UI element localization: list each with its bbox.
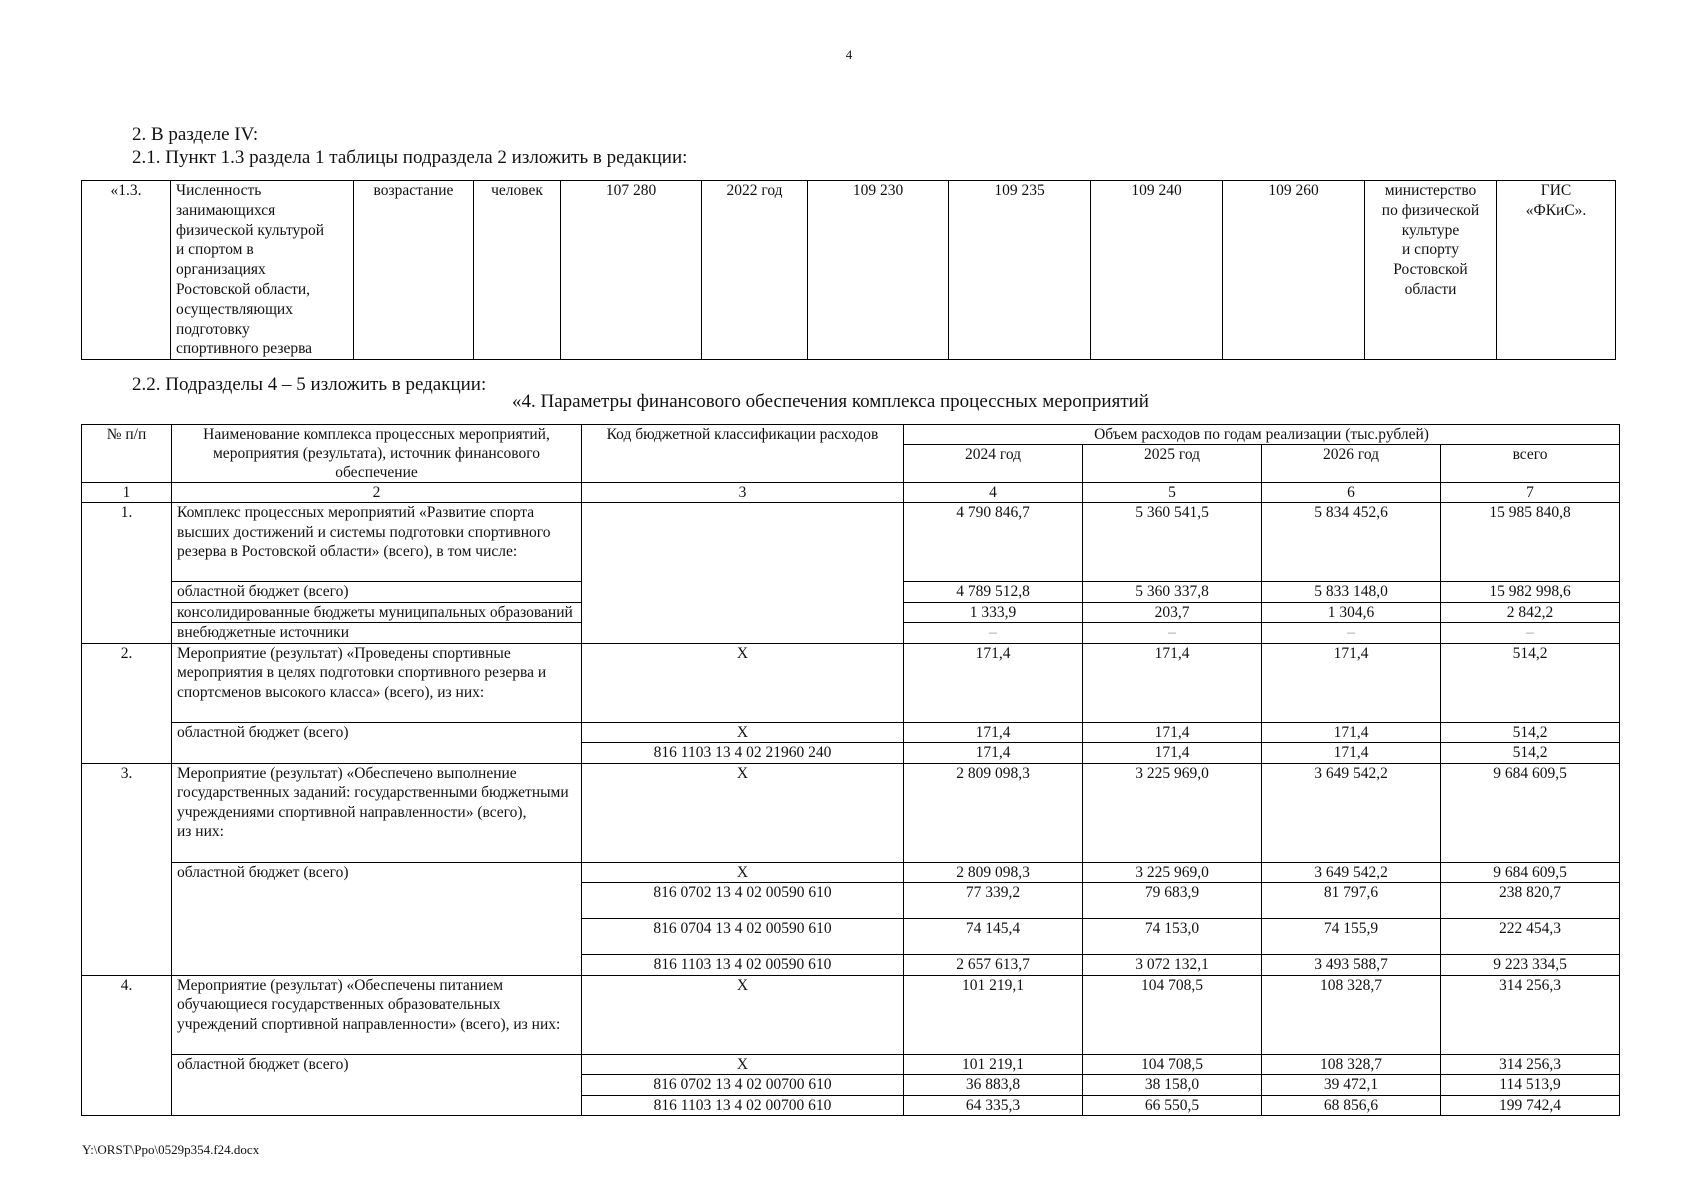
row-name: областной бюджет (всего) <box>172 862 582 975</box>
col-header-2025: 2025 год <box>1083 445 1262 483</box>
value-2026: 5 833 148,0 <box>1262 582 1441 603</box>
indicator-responsible: министерство по физической культуре и спорту Ростовской области <box>1365 181 1497 360</box>
row-name: областной бюджет (всего) <box>172 722 582 763</box>
value-2026: 74 155,9 <box>1262 919 1441 955</box>
indicator-base-year: 2022 год <box>702 181 808 360</box>
value-2025: 79 683,9 <box>1083 883 1262 919</box>
value-2024: 36 883,8 <box>904 1075 1083 1096</box>
value-2025: 3 225 969,0 <box>1083 862 1262 883</box>
value-2024: 77 339,2 <box>904 883 1083 919</box>
value-2025: 5 360 541,5 <box>1083 503 1262 582</box>
col-header-total: всего <box>1441 445 1620 483</box>
value-total: 15 985 840,8 <box>1441 503 1620 582</box>
financing-table <box>81 424 1620 1116</box>
row-code-empty <box>582 503 904 644</box>
row-name: Мероприятие (результат) «Проведены спортивные мероприятия в целях подготовки спортивного резерва и спортсменов высокого класса» (всего), из них: <box>172 643 582 722</box>
value-2024: 171,4 <box>904 722 1083 743</box>
value-total: 9 684 609,5 <box>1441 862 1620 883</box>
col-number: 2 <box>172 483 582 503</box>
row-code: 816 1103 13 4 02 00590 610 <box>582 955 904 976</box>
row-code: 816 0704 13 4 02 00590 610 <box>582 919 904 955</box>
heading-item-2-1: 2.1. Пункт 1.3 раздела 1 таблицы подраздела 2 изложить в редакции: <box>132 147 688 168</box>
value-2025: 66 550,5 <box>1083 1095 1262 1116</box>
value-2024: 4 790 846,7 <box>904 503 1083 582</box>
value-2024: 1 333,9 <box>904 602 1083 623</box>
col-header-name: Наименование комплекса процессных мероприятий, мероприятия (результата), источник финансового обеспечение <box>172 425 582 483</box>
value-total: – <box>1441 623 1620 644</box>
page-number: 4 <box>845 47 853 62</box>
value-2024: 171,4 <box>904 743 1083 764</box>
value-2025: 104 708,5 <box>1083 1054 1262 1075</box>
value-2025: 171,4 <box>1083 643 1262 722</box>
row-num: 2. <box>82 643 172 763</box>
value-2025: 38 158,0 <box>1083 1075 1262 1096</box>
col-number: 1 <box>82 483 172 503</box>
indicator-direction: возрастание <box>354 181 474 360</box>
value-2024: 101 219,1 <box>904 975 1083 1054</box>
col-number: 5 <box>1083 483 1262 503</box>
row-code: Х <box>582 1054 904 1075</box>
value-2025: 5 360 337,8 <box>1083 582 1262 603</box>
indicator-unit: человек <box>474 181 561 360</box>
value-2026: 108 328,7 <box>1262 975 1441 1054</box>
indicator-base-value: 107 280 <box>561 181 702 360</box>
indicator-num: «1.3. <box>82 181 171 360</box>
heading-section-iv: 2. В разделе IV: <box>132 124 259 145</box>
value-total: 9 223 334,5 <box>1441 955 1620 976</box>
value-2025: 203,7 <box>1083 602 1262 623</box>
value-2024: 2 809 098,3 <box>904 763 1083 862</box>
table-header-row <box>82 425 1620 445</box>
table-row <box>82 643 1620 722</box>
heading-item-2-2: 2.2. Подразделы 4 – 5 изложить в редакции: <box>132 374 487 395</box>
value-2026: – <box>1262 623 1441 644</box>
row-code: Х <box>582 862 904 883</box>
col-header-volume: Объем расходов по годам реализации (тыс.рублей) <box>904 425 1620 445</box>
value-2026: 1 304,6 <box>1262 602 1441 623</box>
value-2026: 39 472,1 <box>1262 1075 1441 1096</box>
col-header-num: № п/п <box>82 425 172 483</box>
value-total: 514,2 <box>1441 722 1620 743</box>
col-number: 6 <box>1262 483 1441 503</box>
table-row <box>82 1054 1620 1075</box>
value-2024: 171,4 <box>904 643 1083 722</box>
value-2026: 171,4 <box>1262 743 1441 764</box>
indicator-value-2: 109 235 <box>949 181 1091 360</box>
value-2026: 68 856,6 <box>1262 1095 1441 1116</box>
value-2026: 108 328,7 <box>1262 1054 1441 1075</box>
value-2024: 4 789 512,8 <box>904 582 1083 603</box>
col-header-2024: 2024 год <box>904 445 1083 483</box>
value-total: 314 256,3 <box>1441 975 1620 1054</box>
value-2024: 2 657 613,7 <box>904 955 1083 976</box>
row-code: 816 0702 13 4 02 00700 610 <box>582 1075 904 1096</box>
value-2025: 104 708,5 <box>1083 975 1262 1054</box>
value-2026: 3 493 588,7 <box>1262 955 1441 976</box>
value-2025: 3 072 132,1 <box>1083 955 1262 976</box>
row-name: внебюджетные источники <box>172 623 582 644</box>
col-number: 4 <box>904 483 1083 503</box>
row-name: Мероприятие (результат) «Обеспечены питанием обучающиеся государственных образовательных учреждений спортивной направленности» (всего), из них: <box>172 975 582 1054</box>
row-num: 1. <box>82 503 172 644</box>
row-name: Мероприятие (результат) «Обеспечено выполнение государственных заданий: государственными бюджетными учреждениями спортивной направленности» (всего), из них: <box>172 763 582 862</box>
row-code: Х <box>582 975 904 1054</box>
value-2024: 64 335,3 <box>904 1095 1083 1116</box>
indicator-row <box>82 181 1616 360</box>
value-total: 15 982 998,6 <box>1441 582 1620 603</box>
indicator-value-1: 109 230 <box>808 181 949 360</box>
row-code: 816 1103 13 4 02 00700 610 <box>582 1095 904 1116</box>
col-header-2026: 2026 год <box>1262 445 1441 483</box>
value-total: 314 256,3 <box>1441 1054 1620 1075</box>
value-total: 9 684 609,5 <box>1441 763 1620 862</box>
indicator-table <box>81 180 1616 360</box>
value-total: 238 820,7 <box>1441 883 1620 919</box>
value-total: 199 742,4 <box>1441 1095 1620 1116</box>
heading-section-4: «4. Параметры финансового обеспечения комплекса процессных мероприятий <box>512 391 1149 412</box>
row-name: консолидированные бюджеты муниципальных образований <box>172 602 582 623</box>
value-2025: 74 153,0 <box>1083 919 1262 955</box>
col-number: 3 <box>582 483 904 503</box>
row-code: Х <box>582 643 904 722</box>
table-row <box>82 503 1620 582</box>
value-total: 514,2 <box>1441 743 1620 764</box>
value-total: 2 842,2 <box>1441 602 1620 623</box>
indicator-value-4: 109 260 <box>1223 181 1365 360</box>
value-2024: 101 219,1 <box>904 1054 1083 1075</box>
value-2026: 5 834 452,6 <box>1262 503 1441 582</box>
row-code: 816 1103 13 4 02 21960 240 <box>582 743 904 764</box>
value-2024: 2 809 098,3 <box>904 862 1083 883</box>
row-name: областной бюджет (всего) <box>172 1054 582 1116</box>
value-total: 222 454,3 <box>1441 919 1620 955</box>
row-code: 816 0702 13 4 02 00590 610 <box>582 883 904 919</box>
row-code: Х <box>582 722 904 743</box>
col-number: 7 <box>1441 483 1620 503</box>
value-2024: 74 145,4 <box>904 919 1083 955</box>
indicator-system: ГИС «ФКиС». <box>1497 181 1616 360</box>
value-2026: 81 797,6 <box>1262 883 1441 919</box>
table-row <box>82 862 1620 883</box>
value-total: 114 513,9 <box>1441 1075 1620 1096</box>
table-numbering-row <box>82 483 1620 503</box>
value-2025: 171,4 <box>1083 743 1262 764</box>
row-num: 4. <box>82 975 172 1116</box>
value-2024: – <box>904 623 1083 644</box>
table-row <box>82 763 1620 862</box>
value-2026: 3 649 542,2 <box>1262 862 1441 883</box>
col-header-code: Код бюджетной классификации расходов <box>582 425 904 483</box>
indicator-value-3: 109 240 <box>1091 181 1223 360</box>
value-total: 514,2 <box>1441 643 1620 722</box>
value-2026: 171,4 <box>1262 722 1441 743</box>
row-name: Комплекс процессных мероприятий «Развитие спорта высших достижений и системы подготовки спортивного резерва в Ростовской области» (всего), в том числе: <box>172 503 582 582</box>
file-path-footer: Y:\ORST\Ppo\0529p354.f24.docx <box>82 1142 260 1157</box>
row-code: Х <box>582 763 904 862</box>
value-2025: – <box>1083 623 1262 644</box>
value-2025: 171,4 <box>1083 722 1262 743</box>
indicator-name: Численность занимающихся физической культурой и спортом в организациях Ростовской области, осуществляющих подготовку спортивного резерва <box>171 181 354 360</box>
table-row <box>82 722 1620 743</box>
value-2026: 171,4 <box>1262 643 1441 722</box>
row-name: областной бюджет (всего) <box>172 582 582 603</box>
value-2026: 3 649 542,2 <box>1262 763 1441 862</box>
row-num: 3. <box>82 763 172 975</box>
value-2025: 3 225 969,0 <box>1083 763 1262 862</box>
table-row <box>82 975 1620 1054</box>
